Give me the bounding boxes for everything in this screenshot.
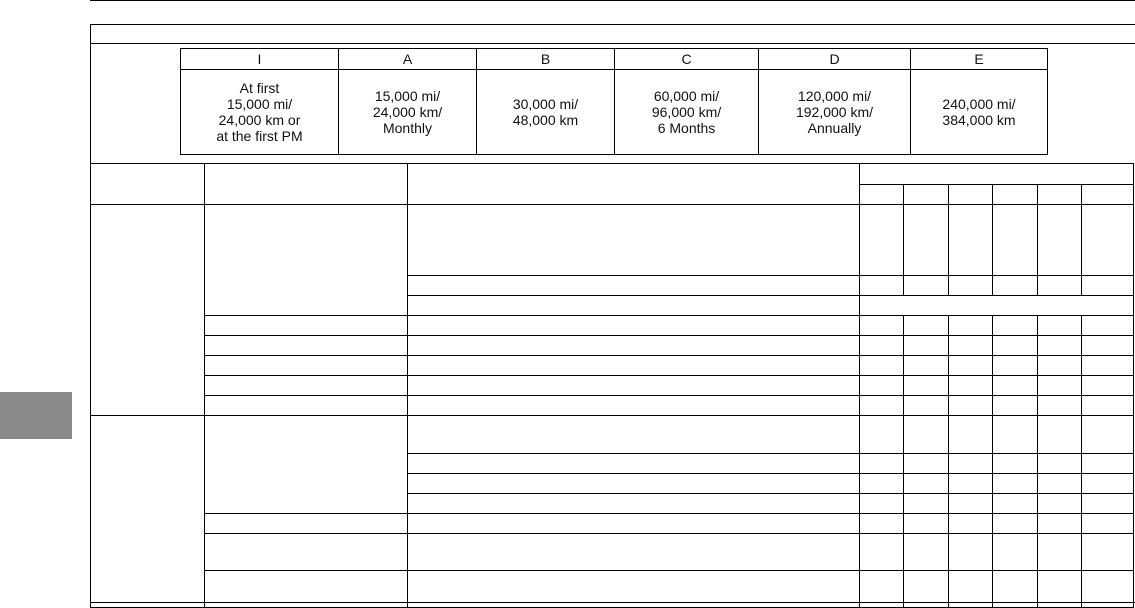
component-cell (204, 356, 407, 376)
interval-cell (859, 416, 903, 454)
procedure-cell (408, 514, 860, 534)
interval-cell (993, 454, 1038, 474)
interval-cell (1082, 534, 1134, 571)
interval-cell (993, 276, 1038, 296)
procedure-cell (408, 534, 860, 571)
interval-cell (1038, 571, 1082, 608)
procedure-cell (408, 396, 860, 416)
interval-cell (948, 376, 993, 396)
interval-cell (1082, 454, 1134, 474)
interval-cell (1082, 376, 1134, 396)
legend-interval-a: 15,000 mi/ 24,000 km/ Monthly (339, 70, 477, 155)
interval-cell (903, 336, 948, 356)
interval-cell (859, 376, 903, 396)
component-cell (204, 376, 407, 396)
legend-code-i: I (181, 49, 339, 70)
table-row (91, 416, 1134, 454)
procedure-cell (408, 276, 860, 296)
procedure-header-cell (408, 164, 860, 205)
interval-cell (859, 474, 903, 494)
interval-cell (1038, 336, 1082, 356)
system-cell-group-2 (91, 416, 205, 608)
interval-cell (1082, 494, 1134, 514)
interval-cell (948, 356, 993, 376)
procedure-cell (408, 571, 860, 608)
interval-cell (1082, 205, 1134, 276)
component-cell (204, 514, 407, 534)
interval-span-cell (859, 296, 1133, 316)
maintenance-schedule-frame (90, 24, 1135, 603)
procedure-cell (408, 474, 860, 494)
interval-cell (1038, 276, 1082, 296)
interval-cell (993, 474, 1038, 494)
interval-cell (859, 534, 903, 571)
legend-code-e: E (911, 49, 1048, 70)
interval-col-4 (993, 185, 1038, 205)
interval-col-2 (903, 185, 948, 205)
procedure-cell (408, 205, 860, 276)
interval-cell (859, 571, 903, 608)
interval-cell (903, 494, 948, 514)
interval-header-cell (859, 164, 1133, 185)
legend-interval-d: 120,000 mi/ 192,000 km/ Annually (759, 70, 911, 155)
legend-code-row (181, 49, 1048, 70)
procedure-cell (408, 376, 860, 396)
table-row (91, 396, 1134, 416)
interval-cell (903, 416, 948, 454)
interval-cell (903, 514, 948, 534)
interval-cell (1082, 514, 1134, 534)
interval-cell (1038, 316, 1082, 336)
interval-cell (1038, 205, 1082, 276)
procedure-cell (408, 494, 860, 514)
interval-cell (903, 571, 948, 608)
interval-cell (859, 205, 903, 276)
interval-cell (948, 571, 993, 608)
interval-col-5 (1038, 185, 1082, 205)
interval-cell (903, 396, 948, 416)
procedure-cell (408, 416, 860, 454)
procedure-cell (408, 316, 860, 336)
interval-cell (1038, 376, 1082, 396)
interval-cell (1038, 356, 1082, 376)
procedure-cell (408, 296, 860, 316)
system-cell-group-1 (91, 205, 205, 416)
legend-interval-c: 60,000 mi/ 96,000 km/ 6 Months (615, 70, 759, 155)
interval-cell (948, 454, 993, 474)
interval-cell (993, 396, 1038, 416)
component-cell (204, 205, 407, 316)
interval-cell (993, 514, 1038, 534)
interval-legend-table (180, 48, 1048, 155)
interval-cell (1038, 454, 1082, 474)
interval-cell (1038, 416, 1082, 454)
interval-cell (1082, 571, 1134, 608)
interval-cell (993, 494, 1038, 514)
interval-col-6 (1082, 185, 1134, 205)
component-header-cell (204, 164, 407, 205)
interval-cell (859, 316, 903, 336)
component-cell (204, 534, 407, 571)
component-cell (204, 571, 407, 608)
table-row (91, 356, 1134, 376)
component-cell (204, 396, 407, 416)
interval-cell (993, 316, 1038, 336)
interval-cell (948, 205, 993, 276)
interval-cell (993, 376, 1038, 396)
interval-cell (993, 534, 1038, 571)
legend-interval-b: 30,000 mi/ 48,000 km (477, 70, 615, 155)
component-cell (204, 316, 407, 336)
table-row (91, 336, 1134, 356)
legend-code-a: A (339, 49, 477, 70)
interval-cell (948, 534, 993, 571)
schedule-header-row (91, 164, 1134, 185)
component-cell (204, 336, 407, 356)
interval-cell (859, 396, 903, 416)
interval-cell (903, 205, 948, 276)
interval-cell (948, 276, 993, 296)
interval-cell (1038, 534, 1082, 571)
interval-cell (1082, 474, 1134, 494)
table-row (91, 376, 1134, 396)
legend-code-c: C (615, 49, 759, 70)
interval-cell (1082, 316, 1134, 336)
interval-cell (948, 494, 993, 514)
interval-cell (859, 356, 903, 376)
interval-cell (903, 474, 948, 494)
interval-cell (993, 571, 1038, 608)
interval-col-1 (859, 185, 903, 205)
schedule-grid (90, 163, 1134, 608)
interval-cell (859, 336, 903, 356)
interval-cell (1038, 474, 1082, 494)
interval-cell (948, 514, 993, 534)
legend-interval-i: At first 15,000 mi/ 24,000 km or at the first PM (181, 70, 339, 155)
interval-cell (993, 205, 1038, 276)
interval-cell (993, 356, 1038, 376)
legend-interval-row (181, 70, 1048, 155)
interval-cell (903, 356, 948, 376)
interval-cell (859, 514, 903, 534)
interval-cell (1082, 356, 1134, 376)
component-cell (204, 416, 407, 514)
table-row (91, 205, 1134, 276)
interval-cell (948, 474, 993, 494)
interval-cell (1082, 396, 1134, 416)
procedure-cell (408, 336, 860, 356)
interval-cell (859, 494, 903, 514)
table-row (91, 534, 1134, 571)
interval-cell (993, 336, 1038, 356)
interval-cell (948, 316, 993, 336)
interval-cell (1038, 396, 1082, 416)
procedure-cell (408, 356, 860, 376)
table-row (91, 514, 1134, 534)
procedure-cell (408, 454, 860, 474)
interval-cell (1038, 494, 1082, 514)
page-top-rule (90, 0, 1135, 1)
system-header-cell (91, 164, 205, 205)
interval-cell (1082, 336, 1134, 356)
legend-code-d: D (759, 49, 911, 70)
interval-cell (1038, 514, 1082, 534)
interval-cell (948, 336, 993, 356)
interval-cell (903, 534, 948, 571)
interval-cell (948, 396, 993, 416)
interval-cell (993, 416, 1038, 454)
legend-code-b: B (477, 49, 615, 70)
section-tab (0, 392, 72, 439)
interval-cell (859, 454, 903, 474)
interval-cell (948, 416, 993, 454)
interval-cell (903, 376, 948, 396)
interval-cell (903, 276, 948, 296)
interval-cell (903, 316, 948, 336)
title-band-divider (91, 43, 1135, 44)
legend-interval-e: 240,000 mi/ 384,000 km (911, 70, 1048, 155)
interval-cell (1082, 416, 1134, 454)
interval-cell (1082, 276, 1134, 296)
table-row (91, 316, 1134, 336)
interval-cell (903, 454, 948, 474)
table-row (91, 571, 1134, 608)
interval-cell (859, 276, 903, 296)
interval-col-3 (948, 185, 993, 205)
